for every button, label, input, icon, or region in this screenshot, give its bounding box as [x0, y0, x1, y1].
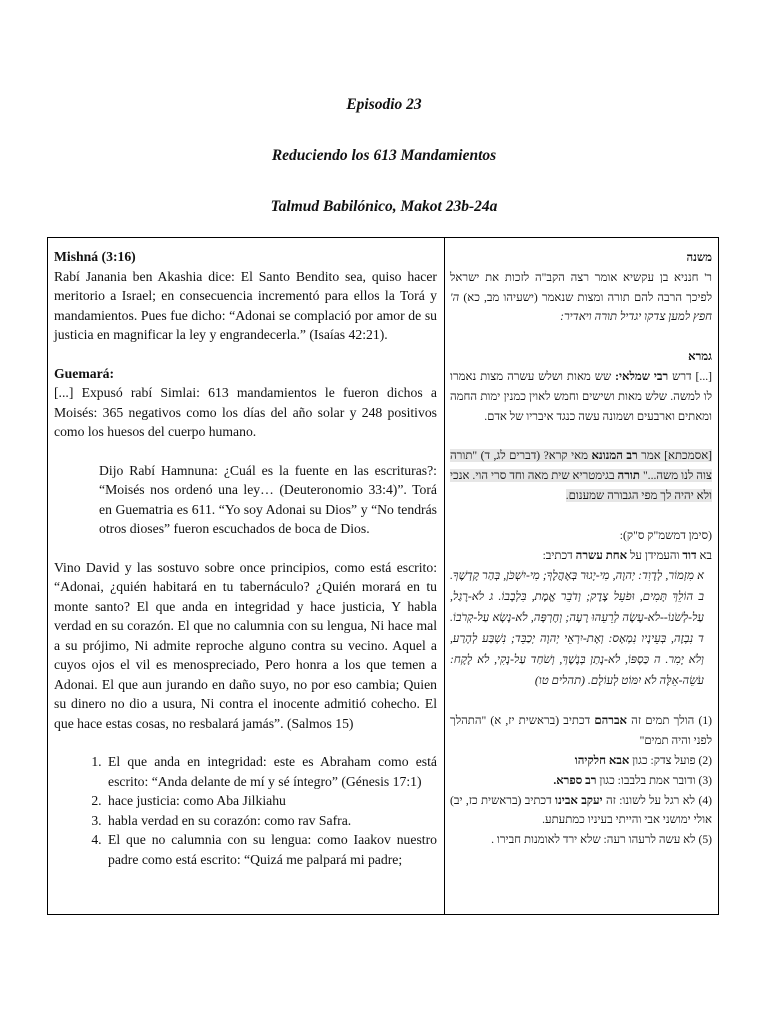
- hebrew-mishna-text: ר' חנניא בן עקשיא אומר רצה הקב"ה לזכות את ישראל לפיכך הרבה להם תורה ומצות שנאמר (ישעיהו מב, כא) ה' חפץ למען צדקו יגדיל תורה ויאדיר:: [450, 270, 712, 324]
- source-reference: Talmud Babilónico, Makot 23b-24a: [270, 198, 498, 215]
- list-item: (2) פועל צדק: כגון אבא חלקיהו: [574, 753, 712, 767]
- mishna-text: Rabí Janania ben Akashia dice: El Santo Bendito sea, quiso hacer meritorio a Israel; en consecuencia incrementó para ellos la Torá y mandamientos. Pues fue dicho: “Adonai se complació por amor de su justicia en magnificar la ley y engrandecerla.” (Isaías 42:21).: [54, 268, 437, 342]
- list-item: 2. hace justicia: como Aba Jilkiahu: [105, 791, 437, 811]
- list-item: 3. habla verdad en su corazón: como rav Safra.: [105, 811, 437, 831]
- sage-name: רבי שמלאי:: [615, 369, 669, 383]
- episode-subtitle: Reduciendo los 613 Mandamientos: [271, 147, 497, 164]
- guemara-title: Guemará:: [54, 365, 115, 381]
- bilingual-text-table: [47, 237, 719, 915]
- hebrew-david-intro: בא דוד והעמידן על אחת עשרה דכתיב:: [542, 548, 712, 562]
- hebrew-gemara-title: גמרא: [688, 350, 712, 364]
- hebrew-hamnuna-quote: [אסמכתא] אמר רב המנונא מאי קרא? (דברים לג, ד) "תורה צוה לנו משה..." תורה בגימטריא שית מאה וחד סרי הוי. אנכי ולא יהיה לך מפי הגבורה שמענום.: [450, 449, 713, 502]
- siman-note: (סימן דמשמ"ק ס"ק):: [619, 528, 712, 542]
- list-item: (3) ודובר אמת בלבבו: כגון רב ספרא.: [553, 773, 712, 787]
- spanish-column: [54, 247, 437, 869]
- guemara-text: [...] Expusó rabí Simlai: 613 mandamientos le fueron dichos a Moisés: 365 negativos como los días del año solar y 248 positivos como los huesos del cuerpo humano.: [54, 385, 437, 439]
- hamnuna-quote: Dijo Rabí Hamnuna: ¿Cuál es la fuente en las escrituras?: “Moisés nos ordenó una ley… (Deuteronomio 33:4)”. Torá en Guematria es 611. “Yo soy Adonai su Dios” y “No tendrás otros dioses” fueron escuchados de boca de Dios.: [99, 462, 437, 536]
- list-item: (1) הולך תמים זה אברהם דכתיב (בראשית יז, א) "התהלך לפני והיה תמים": [450, 714, 713, 748]
- list-item: 4. El que no calumnia con su lengua: como Iaakov nuestro padre como está escrito: “Quizá me palpará mi padre;: [105, 830, 437, 869]
- list-item: (4) לא רגל על לשונו: זה יעקב אבינו דכתיב (בראשית כז, יב) אולי ימושני אבי והייתי בעיניו כמתעתע.: [450, 793, 713, 827]
- hebrew-principles-list: [450, 711, 712, 850]
- column-divider: [444, 238, 445, 914]
- psalm-15-text: א מִזְמוֹר, לְדָוִד: יְהוָה, מִי-יָגוּר בְּאָהֳלֶךָ; מִי-יִשְׁכֹּן, בְּהַר קָדְשֶׁךָ. ב הוֹלֵךְ תָּמִים, וּפֹעֵל צֶדֶק; וְדֹבֵר אֱמֶת, בִּלְבָבוֹ. ג לֹא-רָגַל, עַל-לְשֹׁנוֹ--לֹא-עָשָׂה לְרֵעֵהוּ רָעָה; וְחֶרְפָּה, לֹא-נָשָׂא עַל-קְרֹבוֹ. ד נִבְזֶה, בְּעֵינָיו נִמְאָס: וְאֶת-יִרְאֵי יְהוָה יְכַבֵּד; נִשְׁבַּע לְהָרַע, וְלֹא יָמִר. ה כַּסְפּוֹ, לֹא-נָתַן בְּנֶשֶׁךְ, וְשֹׁחַד עַל-נָקִי, לֹא לָקָח: עֹשֵׂה-אֵלֶּה לֹא יִמּוֹט לְעוֹלָם. (תהלים טו): [450, 569, 704, 688]
- list-item: 1. El que anda en integridad: este es Abraham como está escrito: “Anda delante de mí y sé íntegro” (Génesis 17:1): [105, 752, 437, 791]
- hebrew-column: [450, 248, 712, 850]
- episode-title: Episodio 23: [346, 96, 422, 113]
- hebrew-mishna-verse: ה' חפץ למען צדקו יגדיל תורה ויאדיר:: [450, 290, 712, 324]
- list-item: (5) לא עשה לרעהו רעה: שלא ירד לאומנות חבירו .: [491, 833, 712, 847]
- mishna-title: Mishná (3:16): [54, 249, 136, 264]
- hebrew-mishna-title: משנה: [686, 251, 712, 264]
- principles-list: [54, 752, 437, 869]
- david-text: Vino David y las sostuvo sobre once principios, como está escrito: “Adonai, ¿quién habitará en tu tabernáculo? ¿Quién morará en tu monte santo? El que anda en integridad y hace justicia, Y habla verdad en su corazón. El que no calumnia con su lengua, Ni hace mal a su prójimo, Ni admite reproche alguno contra su vecino. Aquel a cuyos ojos el vil es menospreciado, Pero honra a los que temen a Adonai. El que aun jurando en daño suyo, no por eso cambia; Quien su dinero no dio a usura, Ni contra el inocente admitió cohecho. El que hace estas cosas, no resbalará jamás”. (Salmos 15): [54, 559, 437, 731]
- hebrew-gemara-text: [...] דרש רבי שמלאי: שש מאות ושלש עשרה מצות נאמרו לו למשה. שלש מאות ושישים וחמש לאוין כמנין ימות החמה ומאתים וארבעים ושמונה עשה כנגד איבריו של אדם.: [450, 369, 712, 423]
- sage-name: רב המנונא: [591, 449, 638, 463]
